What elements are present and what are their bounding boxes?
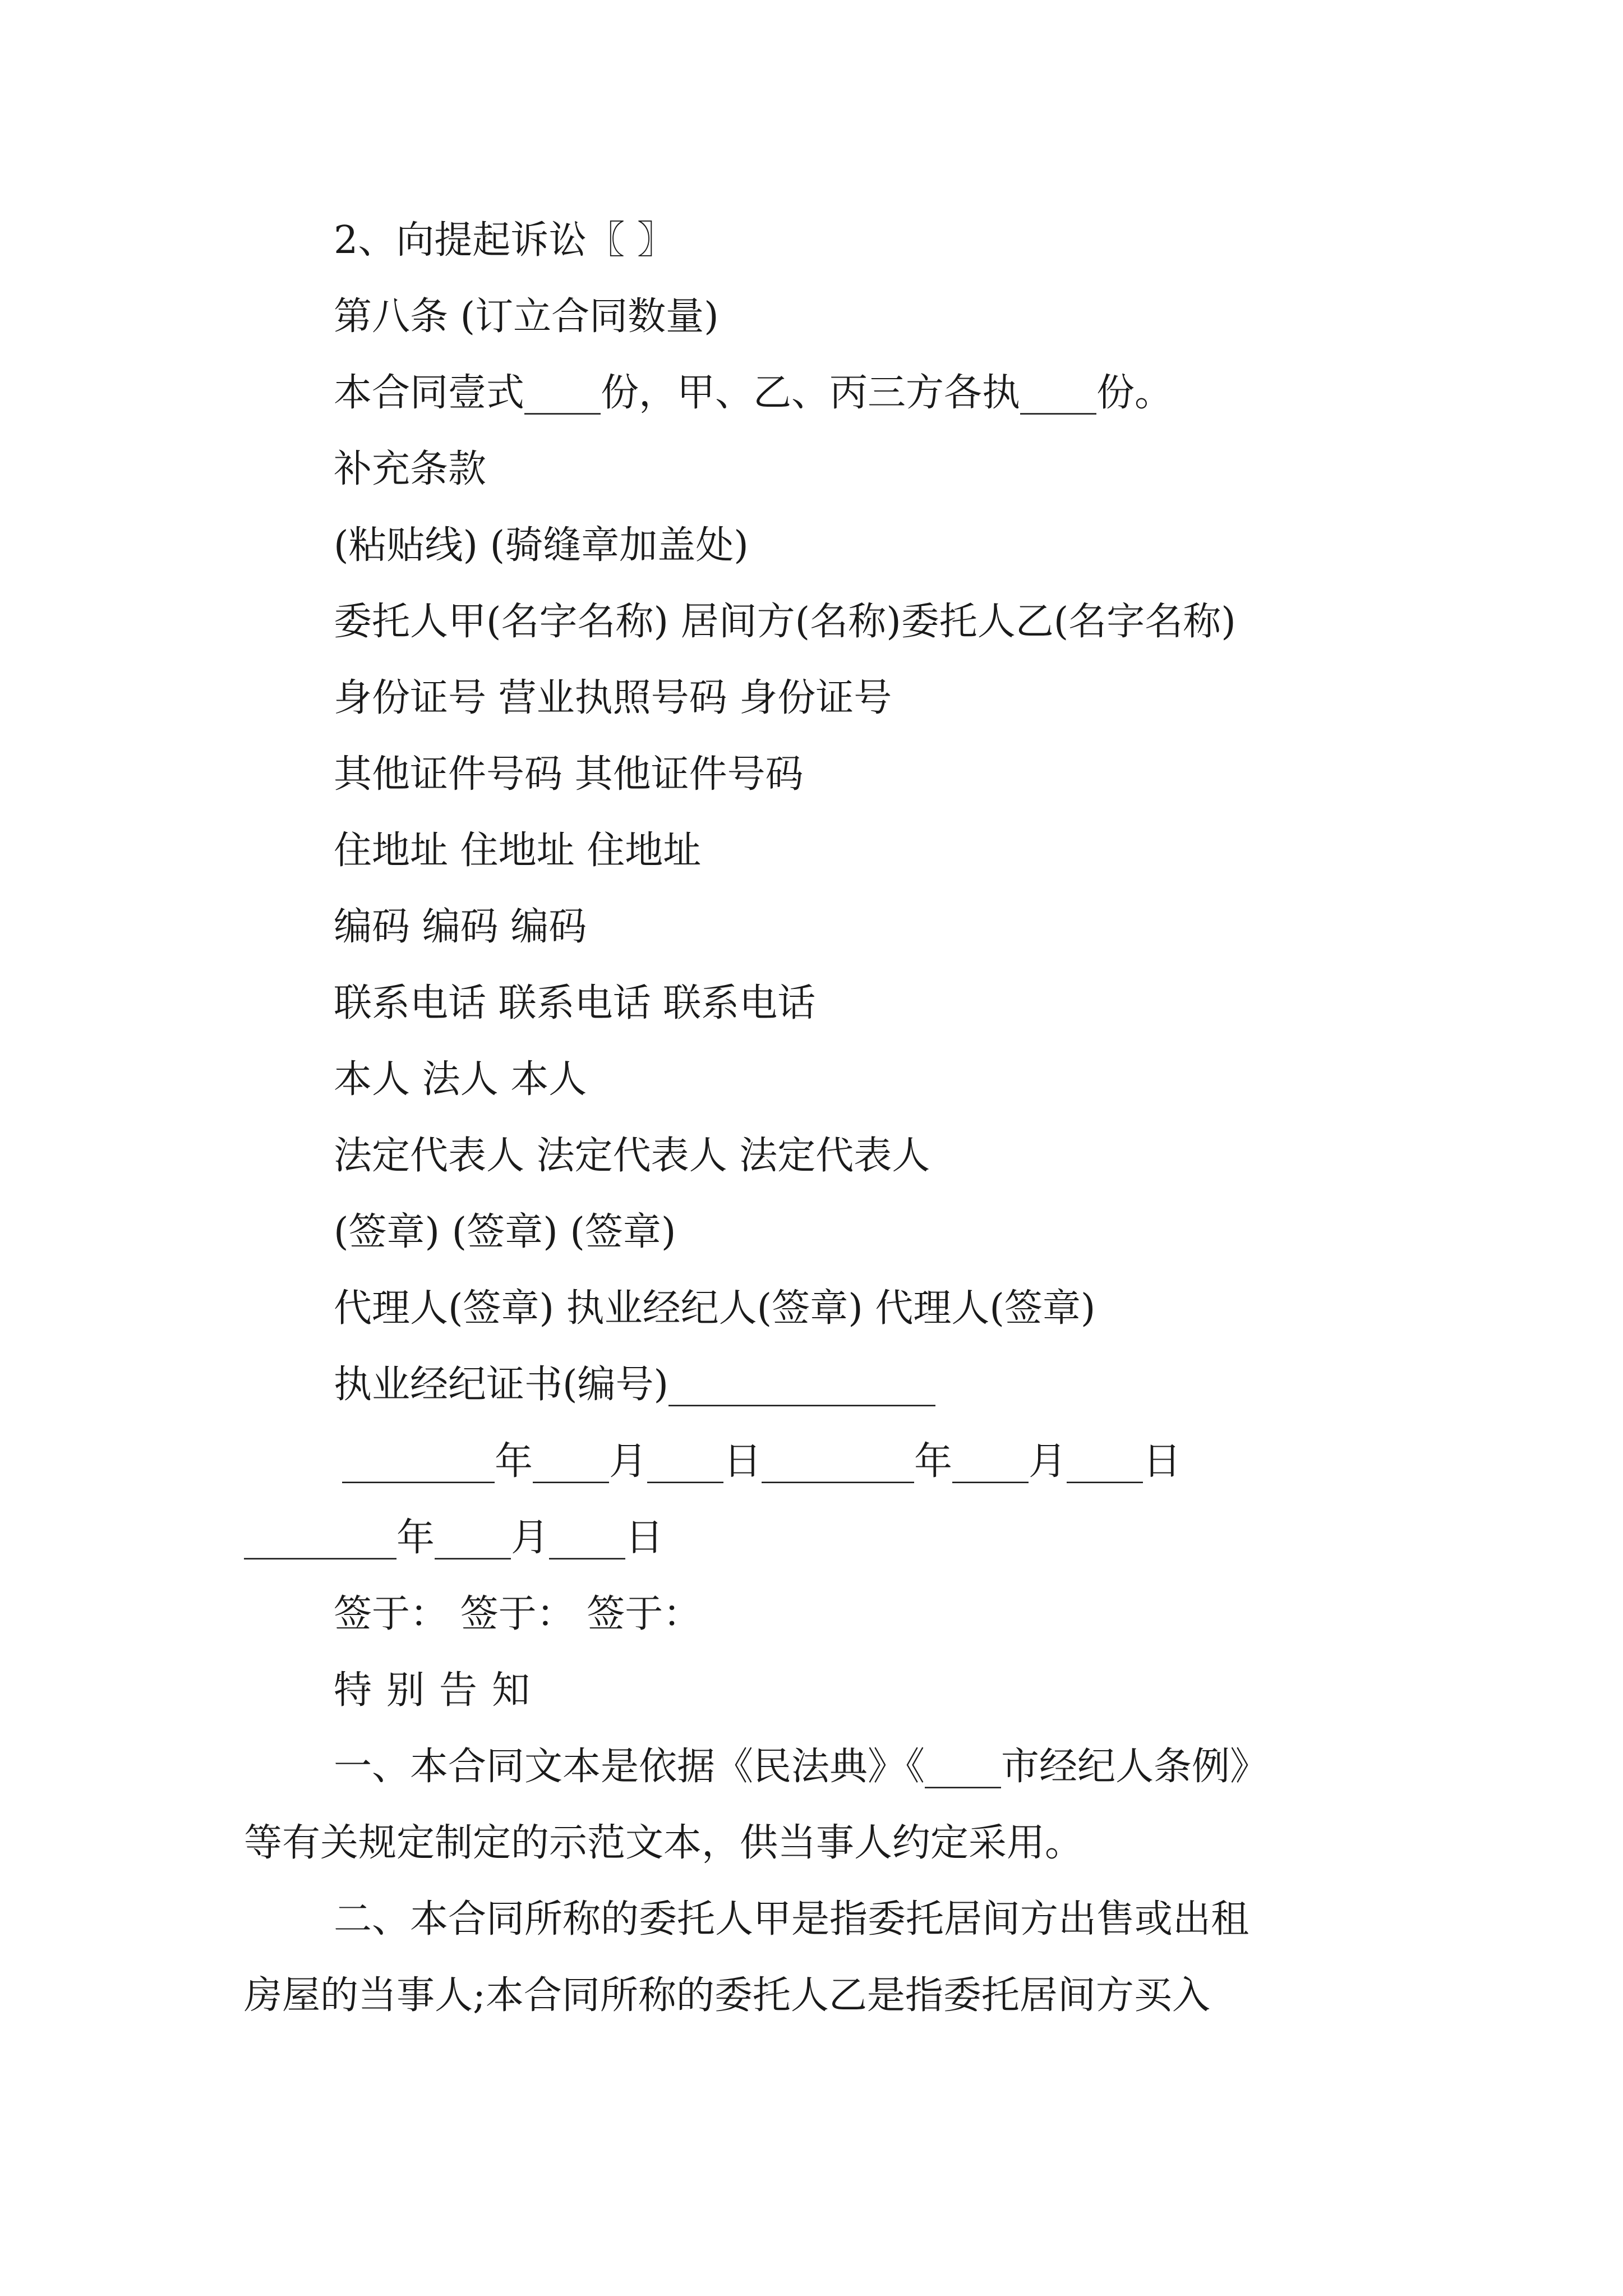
- notice-item-1-line-2: 等有关规定制定的示范文本，供当事人约定采用。: [244, 1821, 1083, 1865]
- notice-item-2-line-1: 二、本合同所称的委托人甲是指委托居间方出售或出租: [334, 1897, 1249, 1941]
- notice-item-1-line-1: 一、本合同文本是依据《民法典》《____市经纪人条例》: [334, 1745, 1269, 1789]
- principal-row: 本人 法人 本人: [334, 1057, 587, 1102]
- other-id-row: 其他证件号码 其他证件号码: [334, 752, 804, 797]
- legal-rep-row: 法定代表人 法定代表人 法定代表人: [334, 1134, 930, 1178]
- postcode-row: 编码 编码 编码: [334, 905, 587, 949]
- date-row-1: ________年____月____日________年____月____日: [342, 1439, 1182, 1484]
- parties-row: 委托人甲(名字名称) 居间方(名称)委托人乙(名字名称): [334, 600, 1236, 644]
- special-notice-heading: 特别告知: [334, 1668, 545, 1713]
- notice-item-2-line-2: 房屋的当事人;本合同所称的委托人乙是指委托居间方买入: [244, 1973, 1210, 2018]
- article-eight-heading: 第八条 (订立合同数量): [334, 295, 719, 339]
- phone-row: 联系电话 联系电话 联系电话: [334, 981, 816, 1025]
- paste-line-note: (粘贴线) (骑缝章加盖处): [334, 523, 749, 568]
- date-row-2: ________年____月____日: [244, 1516, 664, 1560]
- address-row: 住地址 住地址 住地址: [334, 829, 702, 873]
- supplementary-terms-heading: 补充条款: [334, 447, 487, 491]
- id-number-row: 身份证号 营业执照号码 身份证号: [334, 676, 892, 720]
- agent-row: 代理人(签章) 执业经纪人(签章) 代理人(签章): [334, 1286, 1096, 1331]
- clause-litigation: 2、向提起诉讼〖 〗: [334, 218, 675, 263]
- broker-cert-row: 执业经纪证书(编号)______________: [334, 1363, 936, 1407]
- seal-row: (签章) (签章) (签章): [334, 1210, 676, 1254]
- signed-at-row: 签于： 签于： 签于：: [334, 1592, 702, 1636]
- copies-clause: 本合同壹式____份，甲、乙、丙三方各执____份。: [334, 371, 1173, 415]
